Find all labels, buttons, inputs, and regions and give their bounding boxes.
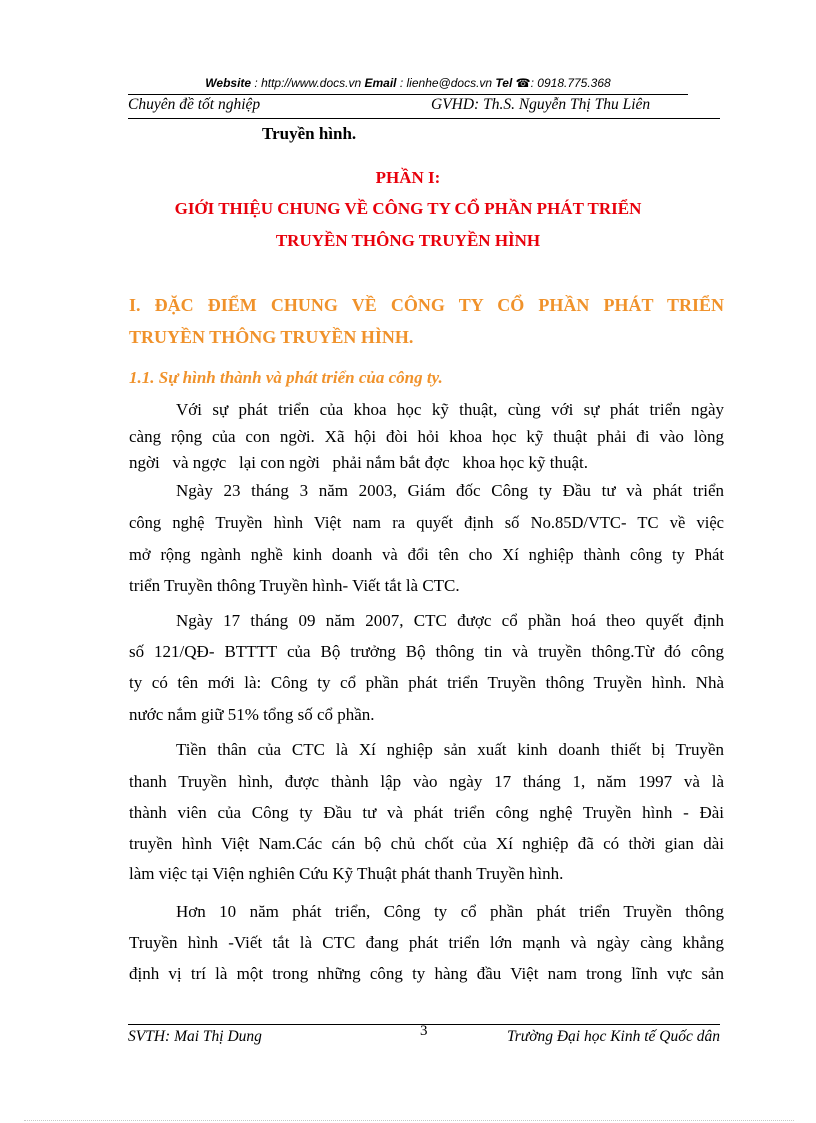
body-line: thành viên của Công ty Đầu tư và phát triển công nghệ Truyền hình - Đài (129, 803, 724, 822)
body-line: làm việc tại Viện nghiên Cứu Kỹ Thuật phát thanh Truyền hình. (129, 864, 564, 883)
website-banner (0, 76, 816, 90)
tel-value: : 0918.775.368 (530, 76, 611, 90)
page-header (128, 94, 720, 119)
part-title-line-1: GIỚI THIỆU CHUNG VỀ CÔNG TY CỔ PHẦN PHÁT TRIỂN (174, 199, 642, 218)
body-line: ty có tên mới là: Công ty cổ phần phát triển Truyền thông Truyền hình. Nhà (129, 673, 724, 692)
body-line: truyền hình Việt Nam.Các cán bộ chủ chốt của Xí nghiệp đã có thời gian dài (129, 834, 724, 853)
body-line: mở rộng ngành nghề kinh doanh và đổi tên cho Xí nghiệp thành công ty Phát (129, 545, 724, 564)
body-line: Ngày 17 tháng 09 năm 2007, CTC được cổ phần hoá theo quyết định (176, 611, 724, 630)
body-line: nước nắm giữ 51% tổng số cổ phần. (129, 705, 375, 724)
body-line: Tiền thân của CTC là Xí nghiệp sản xuất kinh doanh thiết bị Truyền (176, 740, 724, 759)
header-supervisor: GVHD: Th.S. Nguyễn Thị Thu Liên (431, 96, 651, 113)
body-line: Hơn 10 năm phát triển, Công ty cổ phần phát triển Truyền thông (176, 902, 724, 921)
page-bottom-edge (24, 1120, 794, 1121)
body-line: Ngày 23 tháng 3 năm 2003, Giám đốc Công ty Đầu tư và phát triển (176, 481, 724, 500)
body-line: định vị trí là một trong những công ty hàng đầu Việt nam trong lĩnh vực sản (129, 964, 724, 983)
tel-label: Tel (495, 76, 513, 90)
section-heading-line-2: TRUYỀN THÔNG TRUYỀN HÌNH. (129, 327, 414, 347)
body-line: Với sự phát triển của khoa học kỹ thuật, cùng với sự phát triển ngày (176, 400, 724, 419)
page-footer (128, 1024, 720, 1049)
phone-icon: ☎ (515, 76, 531, 90)
body-line: Truyền hình -Viết tắt là CTC đang phát triển lớn mạnh và ngày càng khẳng (129, 933, 724, 952)
body-line: triển Truyền thông Truyền hình- Viết tắt là CTC. (129, 576, 460, 595)
website-value[interactable]: : http://www.docs.vn (254, 76, 362, 90)
header-top-rule (128, 94, 688, 95)
subsection-heading: 1.1. Sự hình thành và phát triển của công ty. (129, 368, 443, 387)
body-line: công nghệ Truyền hình Việt nam ra quyết định số No.85D/VTC- TC về việc (129, 513, 724, 532)
body-line: thanh Truyền hình, được thành lập vào ngày 17 tháng 1, năm 1997 và là (129, 772, 724, 791)
page-number: 3 (420, 1023, 428, 1039)
body-line: càng rộng của con ngời. Xã hội đòi hỏi khoa học kỹ thuật phải đi vào lòng (129, 427, 724, 446)
footer-university: Trường Đại học Kinh tế Quốc dân (506, 1028, 720, 1045)
website-label: Website (205, 76, 252, 90)
part-title-line-2: TRUYỀN THÔNG TRUYỀN HÌNH (275, 231, 541, 250)
footer-student: SVTH: Mai Thị Dung (128, 1028, 262, 1045)
part-number: PHẦN I: (375, 168, 441, 187)
continuation-text: Truyền hình. (262, 124, 357, 143)
section-heading-line-1: I. ĐẶC ĐIỂM CHUNG VỀ CÔNG TY CỔ PHẦN PHÁT TRIỂN (129, 295, 724, 315)
body-line: ngời và ngợc lại con ngời phải nắm bắt đợc khoa học kỹ thuật. (129, 453, 588, 472)
email-label: Email (364, 76, 397, 90)
email-value[interactable]: : lienhe@docs.vn (399, 76, 493, 90)
body-line: số 121/QĐ- BTTTT của Bộ trưởng Bộ thông tin và truyền thông.Từ đó công (129, 642, 724, 661)
header-document-type: Chuyên đề tốt nghiệp (128, 96, 261, 113)
